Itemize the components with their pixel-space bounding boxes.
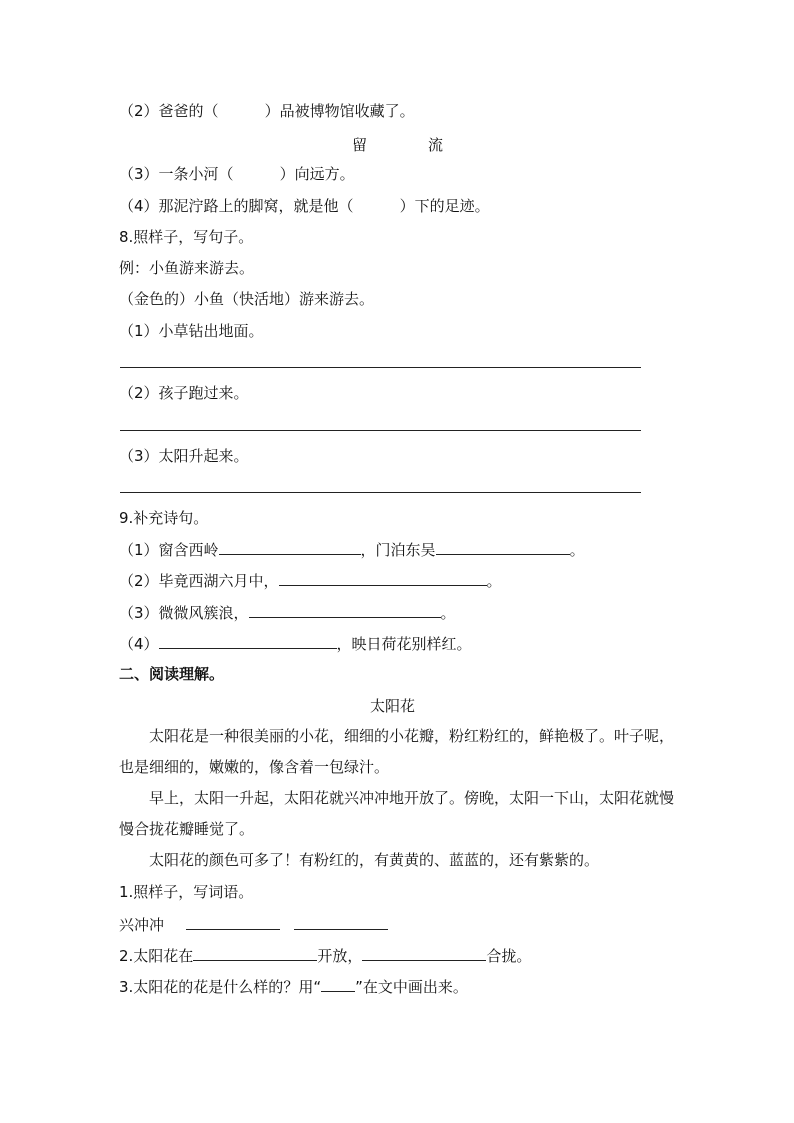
q9-title: 9.补充诗句。 xyxy=(119,509,209,527)
q8-example: 例：小鱼游来游去。 xyxy=(119,259,255,277)
answer-blank[interactable] xyxy=(362,945,486,961)
answer-blank[interactable] xyxy=(219,539,361,555)
reading-q3: 3.太阳花的花是什么样的？用“ ”在文中画出来。 xyxy=(119,978,468,996)
passage-paragraph-2: 早上，太阳一升起，太阳花就兴冲冲地开放了。傍晚，太阳一下山，太阳花就慢慢合拢花瓣睡觉了。 xyxy=(119,789,675,838)
answer-line[interactable] xyxy=(120,367,641,368)
answer-blank[interactable] xyxy=(279,570,487,586)
answer-blank[interactable] xyxy=(436,539,570,555)
q9-line-3: （3）微微风簇浪， 。 xyxy=(119,604,456,622)
q7-item-3: （3）一条小河（ ）向远方。 xyxy=(119,165,355,183)
q9-line-2: （2）毕竟西湖六月中， 。 xyxy=(119,572,502,590)
section-heading: 二、阅读理解。 xyxy=(119,665,225,683)
reading-q1: 1.照样子，写词语。 xyxy=(119,883,254,901)
answer-blank[interactable] xyxy=(193,945,317,961)
q8-item-2: （2）孩子跑过来。 xyxy=(119,384,249,402)
answer-line[interactable] xyxy=(120,492,641,493)
reading-q2: 2.太阳花在 开放， 合拢。 xyxy=(119,947,532,965)
answer-blank[interactable] xyxy=(294,914,388,930)
passage-title: 太阳花 xyxy=(370,697,416,715)
answer-blank[interactable] xyxy=(186,914,280,930)
answer-blank[interactable] xyxy=(249,602,441,618)
passage-paragraph-1: 太阳花是一种很美丽的小花，细细的小花瓣，粉红粉红的，鲜艳极了。叶子呢，也是细细的，嫩嫩的，像含着一包绿汁。 xyxy=(119,727,675,776)
q9-line-4: （4） ，映日荷花别样红。 xyxy=(119,635,472,653)
q8-example-answer: （金色的）小鱼（快活地）游来游去。 xyxy=(119,290,375,308)
q8-title: 8.照样子，写句子。 xyxy=(119,228,254,246)
answer-blank[interactable] xyxy=(159,633,337,649)
q9-line-1: （1）窗含西岭 ，门泊东吴 。 xyxy=(119,541,585,559)
passage-paragraph-3: 太阳花的颜色可多了！有粉红的，有黄黄的、蓝蓝的，还有紫紫的。 xyxy=(149,851,600,869)
reading-q1-example: 兴冲冲 xyxy=(119,914,388,935)
q7-item-2: （2）爸爸的（ ）品被博物馆收藏了。 xyxy=(119,102,415,120)
q8-item-1: （1）小草钻出地面。 xyxy=(119,322,264,340)
q7-item-4: （4）那泥泞路上的脚窝，就是他（ ）下的足迹。 xyxy=(119,197,490,215)
underline-sample xyxy=(321,976,355,992)
word-choice-1: 留 xyxy=(352,136,368,154)
word-choice-2: 流 xyxy=(428,136,444,154)
q8-item-3: （3）太阳升起来。 xyxy=(119,447,249,465)
answer-line[interactable] xyxy=(120,430,641,431)
